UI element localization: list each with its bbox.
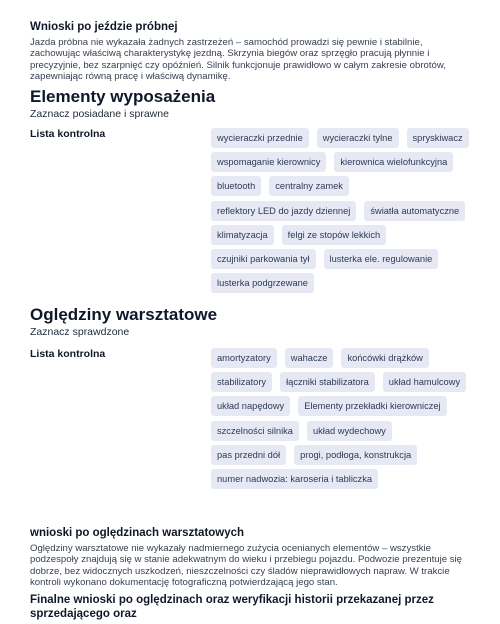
workshop-conclusions-section [30,526,472,588]
workshop-subtitle: Zaznacz sprawdzone [30,326,130,338]
workshop-checklist-label: Lista kontrolna [30,348,106,360]
workshop-chip[interactable]: progi, podłoga, konstrukcja [294,445,417,465]
workshop-chip[interactable]: końcówki drążków [341,348,428,368]
workshop-chip[interactable]: układ napędowy [211,396,290,416]
equipment-chip[interactable]: wspomaganie kierownicy [211,152,326,172]
equipment-chip[interactable]: lusterka podgrzewane [211,273,314,293]
equipment-chip[interactable]: wycieraczki przednie [211,128,309,148]
test-drive-title: Wnioski po jeździe próbnej [30,21,178,33]
workshop-chip[interactable]: łączniki stabilizatora [280,372,375,392]
workshop-chip-list [211,348,481,493]
test-drive-text: Jazda próbna nie wykazała żadnych zastrzeżeń – samochód prowadzi się pewnie i stabilnie, zachowując właściwą charakterystykę jezdną. Skrzynia biegów oraz sprzęgło pracują płynnie i precyzyjnie, bez szarpnięć czy opóźnień. Silnik funkcjonuje prawidłowo w całym zakresie obrotów, zapewniając równą pracę i właściwą dynamikę. [30,37,446,82]
workshop-chip[interactable]: amortyzatory [211,348,277,368]
test-drive-section [30,20,472,82]
workshop-chip[interactable]: numer nadwozia: karoseria i tabliczka [211,469,378,489]
workshop-chip[interactable]: stabilizatory [211,372,272,392]
equipment-chip[interactable]: kierownica wielofunkcyjna [334,152,453,172]
equipment-chip-list [211,128,481,297]
workshop-chip[interactable]: szczelności silnika [211,421,299,441]
workshop-conclusions-title: wnioski po oględzinach warsztatowych [30,527,245,539]
equipment-chip[interactable]: czujniki parkowania tył [211,249,316,269]
equipment-chip[interactable]: lusterka ele. regulowanie [324,249,439,269]
equipment-title: Elementy wyposażenia [30,87,216,106]
workshop-header [30,305,472,339]
equipment-chip[interactable]: światła automatyczne [364,201,465,221]
equipment-chip[interactable]: felgi ze stopów lekkich [282,225,387,245]
final-conclusions-title: Finalne wnioski po oględzinach oraz weryfikacji historii przekazanej przez sprzedającego oraz [30,594,434,620]
equipment-checklist-label: Lista kontrolna [30,128,106,140]
workshop-chip[interactable]: pas przedni dół [211,445,286,465]
workshop-chip[interactable]: Elementy przekładki kierowniczej [298,396,446,416]
workshop-title: Oględziny warsztatowe [30,305,218,324]
workshop-chip[interactable]: układ hamulcowy [383,372,466,392]
equipment-chip[interactable]: spryskiwacz [407,128,469,148]
equipment-header [30,87,472,121]
equipment-subtitle: Zaznacz posiadane i sprawne [30,108,169,120]
workshop-chip[interactable]: układ wydechowy [307,421,392,441]
equipment-chip[interactable]: bluetooth [211,176,261,196]
equipment-chip[interactable]: reflektory LED do jazdy dziennej [211,201,356,221]
workshop-conclusions-text: Oględziny warsztatowe nie wykazały nadmiernego zużycia ocenianych elementów – wszystkie podzespoły znajdują się w stanie adekwatnym do wieku i przebiegu pojazdu. Podwozie prezentuje się dobrze, bez widocznych uszkodzeń, nieszczelności czy śladów nieprawidłowych napraw. W trakcie kontroli wykonano dokumentację fotograficzną potwierdzającą jego stan. [30,543,462,588]
equipment-chip[interactable]: klimatyzacja [211,225,274,245]
equipment-chip[interactable]: centralny zamek [269,176,349,196]
equipment-chip[interactable]: wycieraczki tylne [317,128,399,148]
workshop-chip[interactable]: wahacze [285,348,334,368]
